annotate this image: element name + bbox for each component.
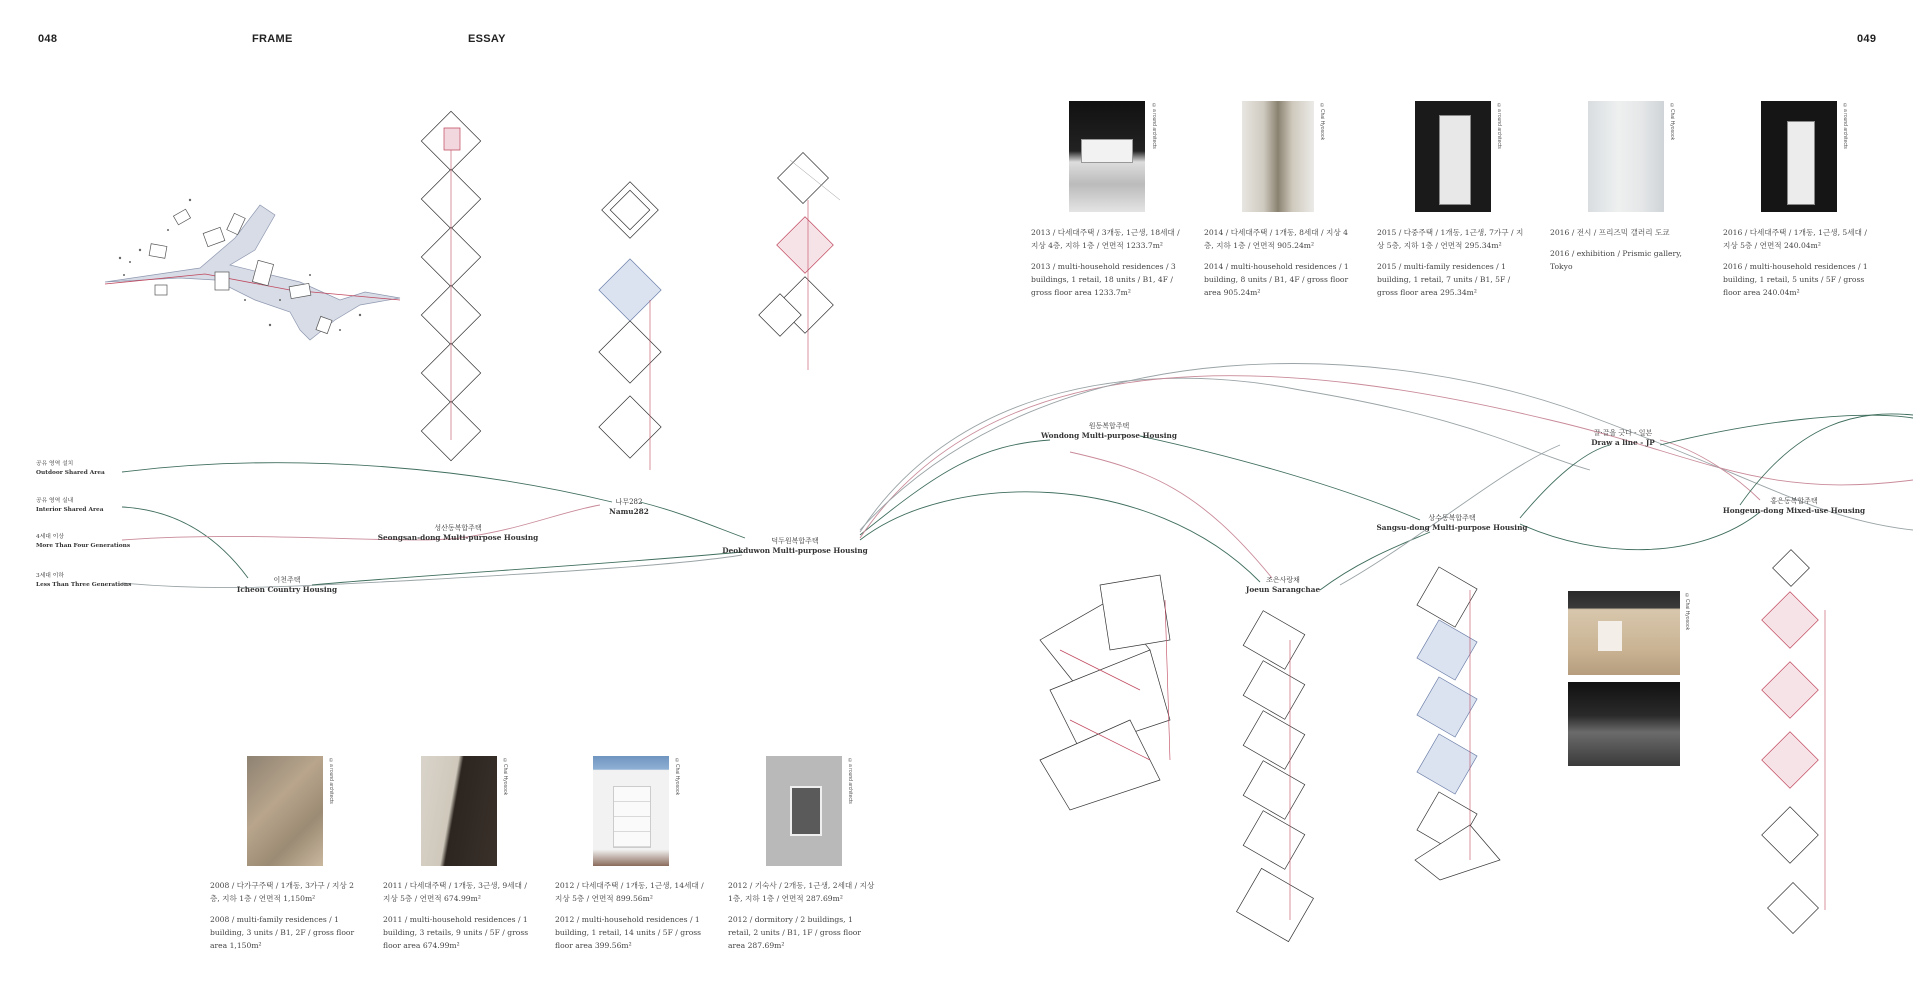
node-sangsu [1377, 513, 1528, 533]
link-sangsu-draw [1520, 445, 1610, 518]
photo-prismic-gallery [1588, 101, 1664, 212]
node-en: Seongsan-dong Multi-purpose Housing [377, 533, 539, 542]
node-ko: 나무282 [615, 498, 643, 506]
node-ko: 덕두원복합주택 [771, 537, 819, 545]
node-ko: 상수동복합주택 [1428, 514, 1476, 522]
caption-en: 2011 / multi-household residences / 1 building, 3 retails, 9 units / 5F / gross floor area 674.99m² [383, 915, 529, 950]
node-wondong [1041, 421, 1177, 441]
link-namu-deokdu [640, 502, 745, 538]
caption-deokduwon [728, 879, 878, 960]
link-deokdu-joeun [860, 492, 1260, 582]
photo-namu-facade [593, 756, 669, 866]
model-block [1598, 621, 1622, 651]
page-number-right: 049 [1857, 33, 1877, 45]
link-draw-hongeun [1660, 440, 1760, 500]
category-ko: 공유 영역 설치 [36, 461, 74, 467]
caption-en: 2014 / multi-household residences / 1 building, 8 units / B1, 4F / gross floor area 905.24m² [1204, 262, 1349, 297]
category-en: Interior Shared Area [36, 507, 104, 513]
photo-credit: ©Chai Hyosook [502, 758, 508, 796]
caption-en: 2013 / multi-household residences / 3 buildings, 1 retail, 18 units / B1, 4F / gross floor area 1233.7m² [1031, 262, 1176, 297]
category-en: Outdoor Shared Area [36, 470, 105, 476]
caption-ko: 2013 / 다세대주택 / 3개동, 1근생, 18세대 / 지상 4층, 지하 1층 / 연면적 1233.7m² [1031, 228, 1180, 250]
node-draw-a-line [1591, 428, 1655, 448]
link-outdoor-namu [122, 463, 612, 502]
article-label: ESSAY [468, 33, 506, 45]
facade-windows [613, 786, 651, 848]
joeun-floor-plans [1040, 575, 1313, 942]
node-hongeun [1723, 496, 1865, 516]
hongeun-floor-plans [1762, 550, 1825, 934]
caption-seongsan [383, 879, 533, 960]
link-deokdu-hongeun-arc [860, 378, 1590, 532]
photo-joeun-corridor [1242, 101, 1314, 212]
caption-prismic [1550, 226, 1700, 281]
node-deokduwon [722, 536, 868, 556]
photo-credit: ©a round architects [1842, 103, 1848, 149]
category-four-generations [36, 533, 130, 551]
caption-ko: 2015 / 다중주택 / 1개동, 1근생, 7가구 / 지상 5층, 지하 1층 / 연면적 295.34m² [1377, 228, 1524, 250]
node-seongsan [378, 523, 538, 543]
photo-deokduwon-model [766, 756, 842, 866]
caption-ko: 2008 / 다가구주택 / 1개동, 3가구 / 지상 2층, 지하 1층 / 연면적 1,150m² [210, 881, 354, 903]
photo-hongeun-model [1761, 101, 1837, 212]
category-en: More Than Four Generations [36, 543, 131, 549]
link-draw-right [1660, 415, 1913, 445]
node-en: Wondong Multi-purpose Housing [1041, 431, 1177, 440]
link-deokdu-wondong [860, 440, 1050, 535]
link-sangsu-hongeun [1520, 512, 1760, 550]
page-number-left: 048 [38, 33, 58, 45]
deokduwon-floor-plans [759, 153, 840, 370]
node-en: Icheon Country Housing [236, 585, 338, 594]
link-icheon-deokdu [312, 552, 742, 585]
node-ko: 이천주택 [273, 576, 301, 584]
photo-credit: ©Chai Hyosook [1669, 103, 1675, 141]
caption-ko: 2016 / 다세대주택 / 1개동, 1근생, 5세대 / 지상 5층 / 연면적 240.04m² [1723, 228, 1867, 250]
node-ko: 끌·끌을 긋다 - 일본 [1593, 429, 1653, 437]
namu-floor-plans [599, 182, 661, 470]
caption-ko: 2011 / 다세대주택 / 1개동, 3근생, 9세대 / 지상 5층 / 연면적 674.99m² [383, 881, 527, 903]
caption-sangsu [1377, 226, 1527, 307]
node-en: Hongeun-dong Mixed-use Housing [1722, 506, 1866, 515]
model-block [1081, 139, 1133, 163]
node-en: Namu282 [609, 507, 649, 516]
photo-seongsan-stair [421, 756, 497, 866]
caption-namu [555, 879, 705, 960]
node-en: Joeun Sarangchae [1245, 585, 1321, 594]
model-block [790, 786, 822, 836]
model-block [1439, 115, 1471, 205]
caption-joeun [1204, 226, 1354, 307]
link-hongeun-right [1740, 414, 1913, 505]
category-en: Less Than Three Generations [36, 582, 132, 588]
seongsan-floor-plans [421, 111, 480, 460]
caption-ko: 2012 / 기숙사 / 2개동, 1근생, 2세대 / 지상 1층, 지하 1층 / 연면적 287.69m² [728, 881, 875, 903]
node-ko: 원동복합주택 [1088, 422, 1130, 430]
photo-credit: ©Chai Hyosook [1684, 593, 1690, 631]
category-ko: 4세대 이상 [36, 534, 64, 540]
category-outdoor-shared [36, 460, 105, 478]
node-ko: 홍은동복합주택 [1770, 497, 1818, 505]
photo-credit: ©a round architects [847, 758, 853, 804]
caption-en: 2015 / multi-family residences / 1 building, 1 retail, 7 units / B1, 5F / gross floor area 295.34m² [1377, 262, 1511, 297]
photo-icheon-model [247, 756, 323, 866]
category-ko: 공유 영역 실내 [36, 498, 74, 504]
caption-icheon [210, 879, 360, 960]
node-ko: 성산동복합주택 [434, 524, 482, 532]
caption-en: 2012 / multi-household residences / 1 building, 1 retail, 14 units / 5F / gross floor area 399.56m² [555, 915, 702, 950]
caption-hongeun [1723, 226, 1873, 307]
node-ko: 조은사랑채 [1266, 576, 1300, 584]
caption-en: 2016 / multi-household residences / 1 building, 1 retail, 5 units / 5F / gross floor area 240.04m² [1723, 262, 1868, 297]
node-namu [609, 497, 649, 517]
category-ko: 3세대 이하 [36, 573, 64, 579]
photo-exhibition-2 [1568, 682, 1680, 766]
photo-credit: ©a round architects [328, 758, 334, 804]
node-en: Deokduwon Multi-purpose Housing [722, 546, 868, 555]
caption-ko: 2012 / 다세대주택 / 1개동, 1근생, 14세대 / 지상 5층 / 연면적 899.56m² [555, 881, 704, 903]
node-en: Sangsu-dong Multi-purpose Housing [1376, 523, 1528, 532]
icheon-site-plan [105, 205, 400, 340]
category-interior-shared [36, 497, 103, 515]
photo-exhibition-1 [1568, 591, 1680, 675]
photo-credit: ©a round architects [1151, 103, 1157, 149]
sangsu-floor-plans [1415, 567, 1500, 880]
photo-sangsu-model [1415, 101, 1491, 212]
link-wondong-joeun [1070, 452, 1272, 578]
caption-ko: 2016 / 전시 / 프리즈믹 갤러리 도쿄 [1550, 228, 1670, 237]
category-three-generations [36, 572, 131, 590]
photo-credit: ©Chai Hyosook [674, 758, 680, 796]
caption-wondong [1031, 226, 1181, 307]
caption-en: 2016 / exhibition / Prismic gallery, Tokyo [1550, 249, 1682, 271]
link-joeun-sangsu [1320, 532, 1430, 590]
node-icheon [237, 575, 337, 595]
photo-wondong-model [1069, 101, 1145, 212]
section-label: FRAME [252, 33, 293, 45]
caption-en: 2012 / dormitory / 2 buildings, 1 retail, 2 units / B1, 1F / gross floor area 287.69m² [728, 915, 862, 950]
caption-ko: 2014 / 다세대주택 / 1개동, 8세대 / 지상 4층, 지하 1층 / 연면적 905.24m² [1204, 228, 1348, 250]
model-block [1787, 121, 1815, 205]
photo-credit: ©a round architects [1496, 103, 1502, 149]
link-wondong-sangsu [1140, 436, 1420, 520]
photo-credit: ©Chai Hyosook [1319, 103, 1325, 141]
node-joeun [1246, 575, 1320, 595]
link-interior-icheon [122, 507, 248, 578]
node-en: Draw a line - JP [1591, 438, 1655, 447]
caption-en: 2008 / multi-family residences / 1 building, 3 units / B1, 2F / gross floor area 1,150m² [210, 915, 355, 950]
